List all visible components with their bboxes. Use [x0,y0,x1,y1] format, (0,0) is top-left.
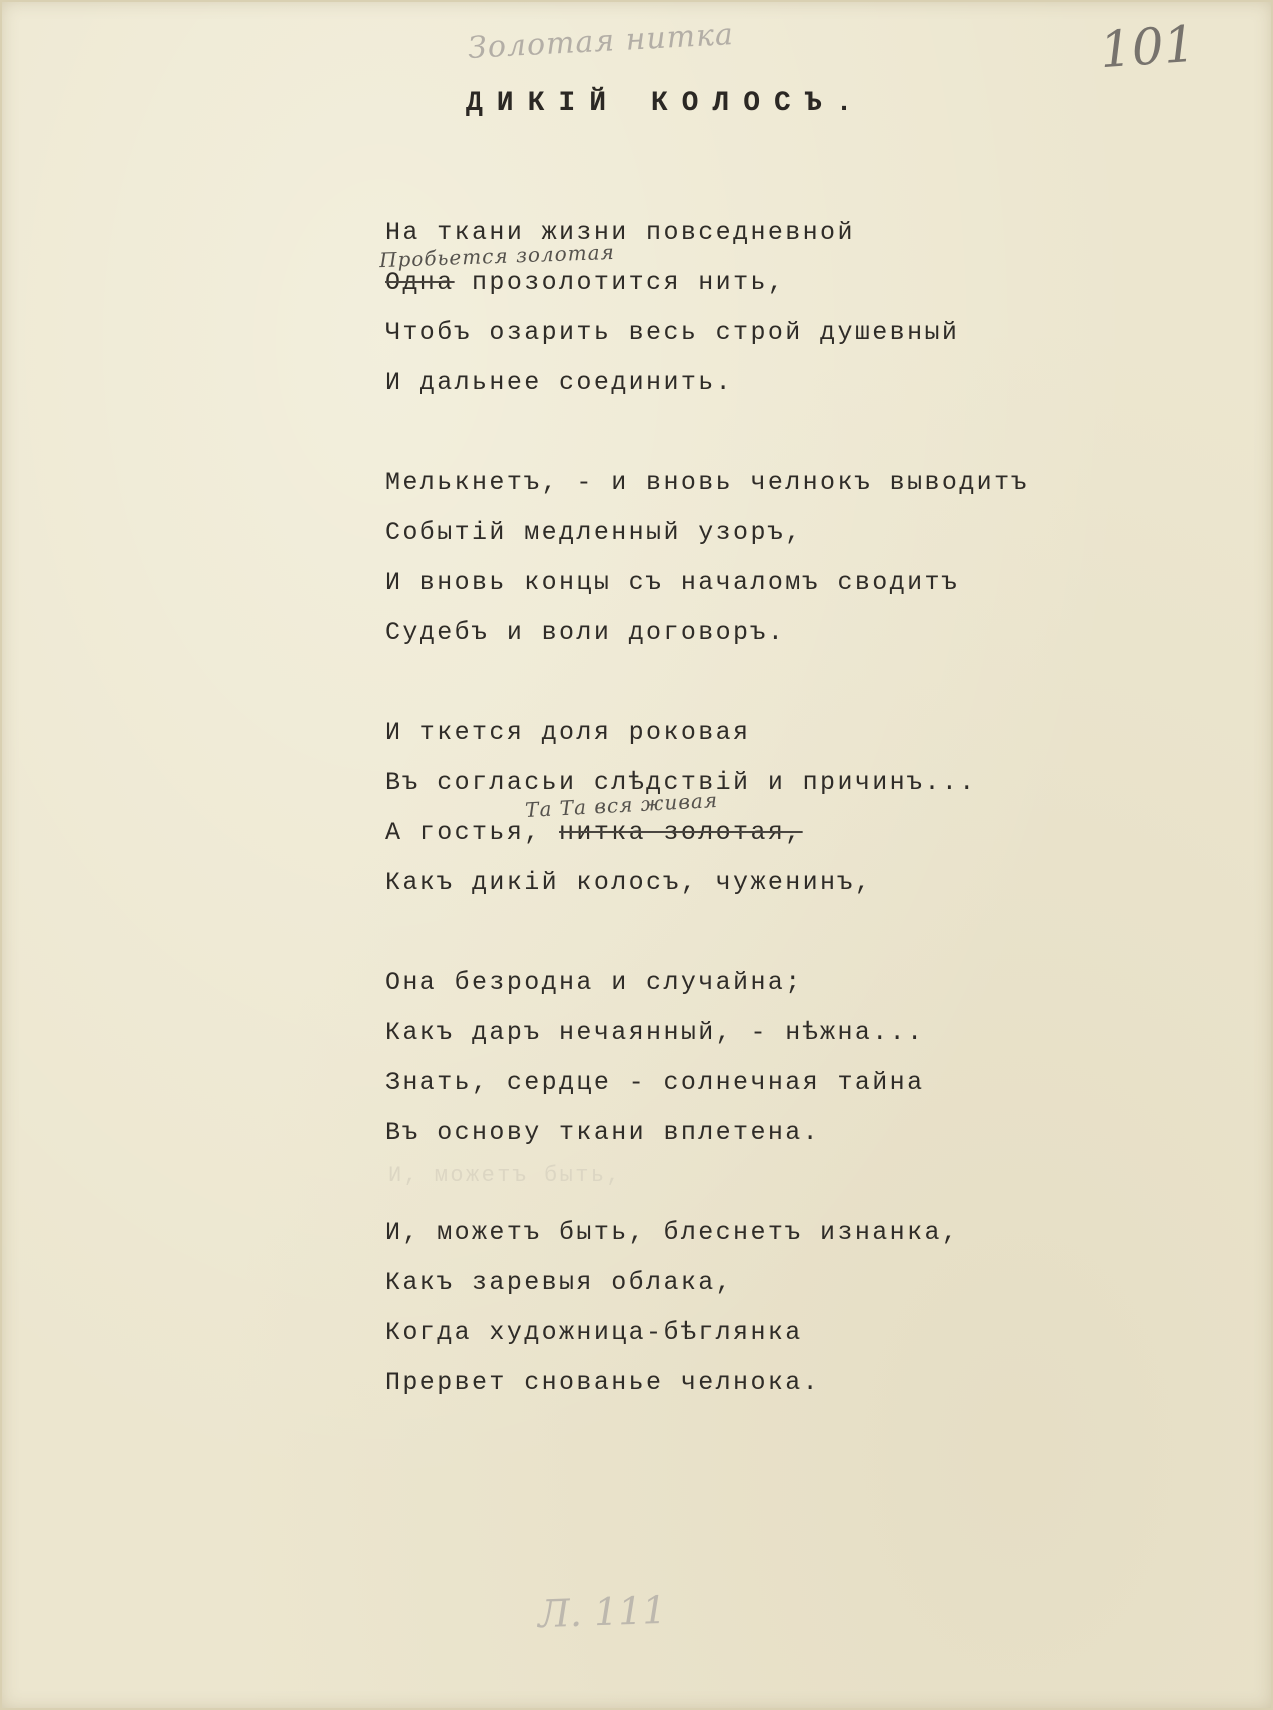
stanza-3 [385,708,1125,908]
stanza-4 [385,958,1125,1158]
poem-line: Какъ дикій колосъ, чуженинъ, [385,868,873,897]
poem-line-edited [385,787,1125,858]
poem-line: Какъ заревыя облака, [385,1268,734,1297]
poem-line: Судебъ и воли договоръ. [385,618,786,647]
poem-line: Какъ даръ нечаянный, - нѣжна... [385,1018,925,1047]
poem-line: Знать, сердце - солнечная тайна [385,1068,925,1097]
poem-line: Въ основу ткани вплетена. [385,1118,821,1147]
poem-line: И, можетъ быть, блеснетъ изнанка, [385,1218,960,1247]
stanza-5 [385,1208,1125,1408]
poem-line: Она безродна и случайна; [385,968,803,997]
poem-title: ДИКІЙ КОЛОСЪ. [466,88,867,119]
poem-line: Когда художница-бѣглянка [385,1318,803,1347]
poem-line: Событій медленный узоръ, [385,518,803,547]
stanza-2 [385,458,1125,658]
poem-line-prefix: А гостья, [385,818,542,847]
page-number: 101 [1098,14,1198,80]
poem-line: Въ согласьи слѣдствій и причинъ... [385,768,977,797]
stanza-break [385,658,1125,708]
stanza-1 [378,208,1125,408]
archive-leaf-number: Л. 111 [537,1587,668,1637]
faded-erased-text: И, можетъ быть, [388,1163,623,1188]
archive-reference-note: Золотая нитка [467,17,735,66]
poem-line: Мелькнетъ, - и вновь челнокъ выводитъ [385,468,1029,497]
struck-word: Одна [385,268,455,297]
poem-line: На ткани жизни повседневной [385,218,855,247]
poem-line: И вновь концы съ началомъ сводитъ [385,568,960,597]
poem-line: И дальнее соединить. [385,368,734,397]
stanza-break [385,408,1125,458]
pencil-correction: Пробьется золотая [378,239,616,273]
poem-body [378,208,1125,1408]
poem-line-edited [378,239,1125,308]
poem-line: Прервет снованье челнока. [385,1368,821,1397]
poem-line: Чтобъ озарить весь строй душевный [385,318,960,347]
pencil-correction: Та Та вся живая [524,787,719,823]
poem-line-rest: прозолотится нить, [472,268,786,297]
stanza-break [385,908,1125,958]
struck-phrase: нитка золотая, [559,818,803,847]
poem-line: И ткется доля роковая [385,718,751,747]
